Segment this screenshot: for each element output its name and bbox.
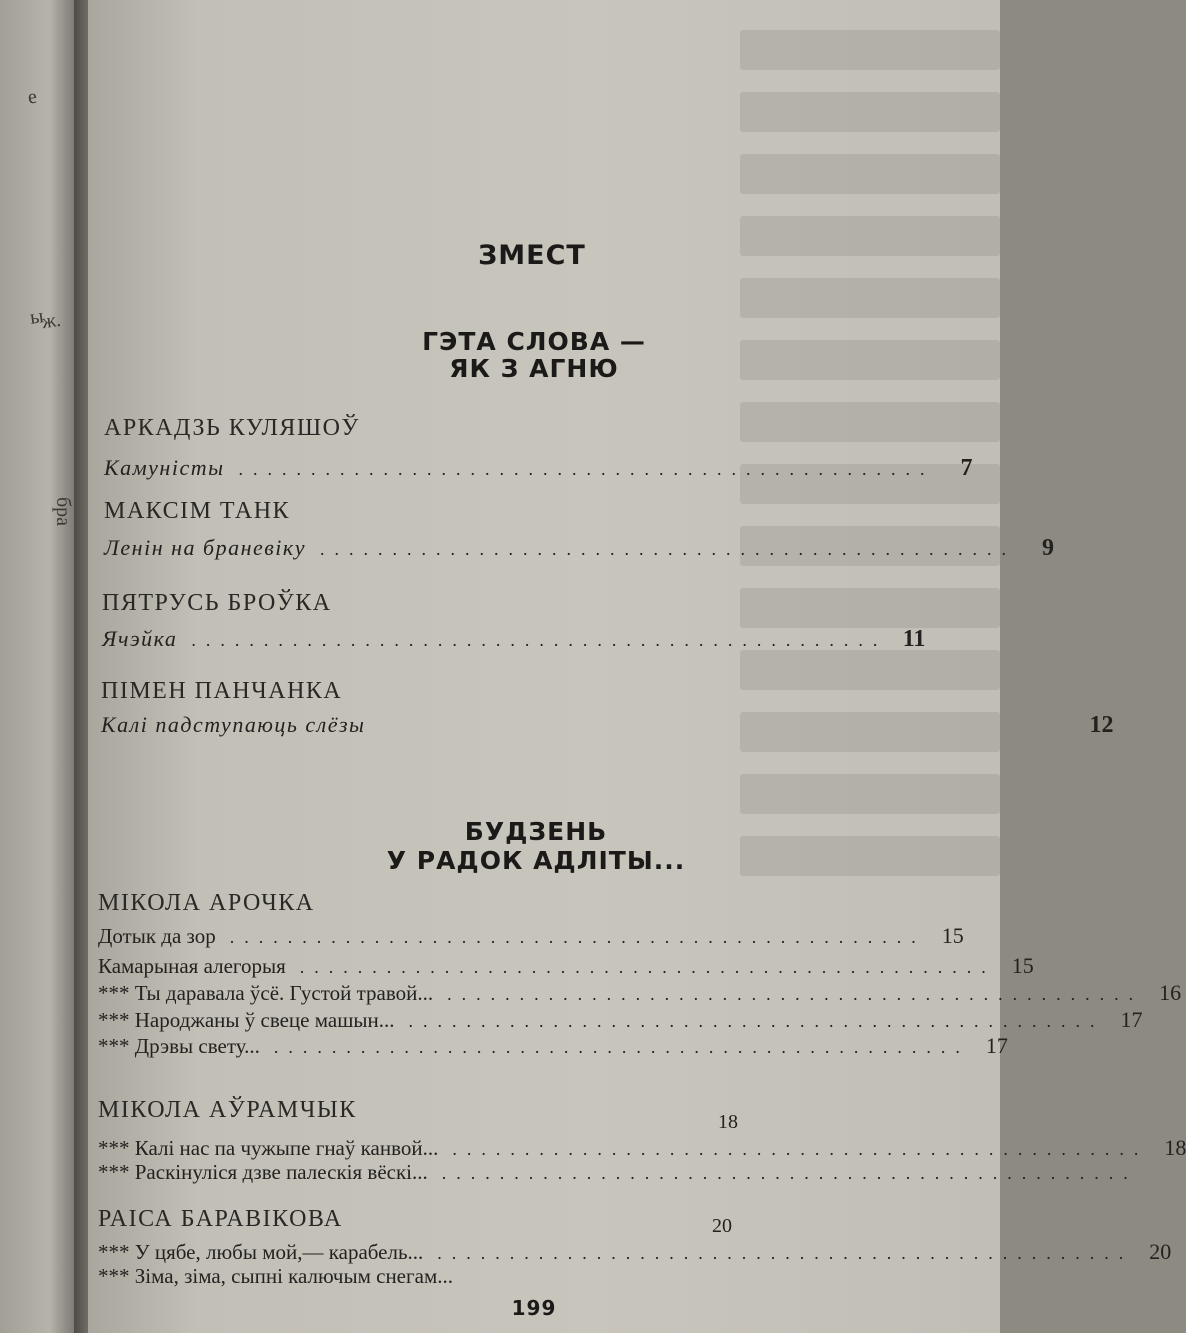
entry-page: 12 (1089, 712, 1114, 738)
section-heading-line: ГЭТА СЛОВА — (422, 327, 646, 356)
toc-entry[interactable] (98, 1135, 1186, 1161)
toc-entry[interactable] (101, 712, 1114, 739)
author-page: 20 (712, 1215, 732, 1237)
toc-entry[interactable] (98, 1160, 1138, 1185)
toc-entry[interactable] (102, 626, 926, 653)
entry-title: *** Дрэвы свету... (98, 1034, 260, 1058)
toc-entry[interactable] (98, 1033, 1008, 1059)
section-heading-line: БУДЗЕНЬ (464, 817, 608, 846)
author-name: АРКАДЗЬ КУЛЯШОЎ (104, 415, 360, 441)
dot-leader: ................................................ (437, 1243, 1134, 1263)
author-name: ПЯТРУСЬ БРОЎКА (102, 590, 332, 616)
entry-title: *** Раскінуліся дзве палескія вёскі... (98, 1160, 428, 1184)
dot-leader: ................................................ (299, 957, 996, 977)
facing-page-fragment: бра (52, 496, 75, 527)
entry-title: Ленін на браневіку (104, 535, 306, 560)
facing-page-fragment: е (26, 85, 39, 109)
facing-page-fragment: ы (28, 305, 45, 329)
entry-title: Калі падступаюць слёзы (101, 712, 366, 737)
entry-title: Ячэйка (102, 626, 178, 651)
toc-entry[interactable] (104, 535, 1054, 562)
dot-leader (453, 1267, 650, 1288)
author-name: МАКСІМ ТАНК (104, 498, 291, 524)
entry-title: Камарыная алегорыя (98, 954, 286, 978)
toc-entry[interactable] (98, 953, 1034, 979)
entry-page: 9 (1041, 535, 1054, 561)
entry-page: 16 (1159, 980, 1182, 1005)
toc-entry[interactable] (98, 1264, 688, 1289)
dot-leader: ................................................ (273, 1037, 970, 1057)
dot-leader (365, 716, 1075, 737)
entry-title: Дотык да зор (98, 924, 216, 948)
entry-page: 7 (960, 455, 973, 481)
facing-page-fragment: ж. (40, 308, 63, 334)
contents-heading: ЗМЕСТ (478, 240, 586, 271)
dot-leader: ................................................ (447, 984, 1144, 1004)
dot-leader: ................................................ (229, 927, 926, 947)
author-name: ПІМЕН ПАНЧАНКА (101, 678, 343, 704)
section-heading-line: ЯК З АГНЮ (449, 354, 619, 383)
entry-title: *** Зіма, зіма, сыпні калючым снегам... (98, 1264, 453, 1288)
page-number: 199 (511, 1296, 557, 1320)
section-heading-line: У РАДОК АДЛІТЫ... (386, 846, 686, 875)
entry-title: *** У цябе, любы мой,— карабель... (98, 1240, 424, 1264)
entry-title: *** Ты даравала ўсё. Густой травой... (98, 981, 434, 1005)
dot-leader: ................................................ (408, 1011, 1105, 1031)
entry-title: *** Народжаны ў свеце машын... (98, 1008, 395, 1032)
entry-page: 20 (1149, 1239, 1172, 1264)
entry-page: 17 (1120, 1007, 1143, 1032)
toc-entry[interactable] (98, 1007, 1143, 1033)
dot-leader: ................................................ (319, 539, 1016, 559)
author-name: МІКОЛА АЎРАМЧЫК (98, 1097, 357, 1123)
entry-page: 15 (1011, 953, 1034, 978)
toc-entry[interactable] (98, 980, 1182, 1006)
entry-page: 15 (941, 923, 964, 948)
dot-leader: ................................................ (238, 459, 935, 479)
author-name: РАІСА БАРАВІКОВА (98, 1206, 343, 1232)
entry-title: Камуністы (104, 455, 225, 480)
facing-page-edge (0, 0, 82, 1333)
toc-entry[interactable] (104, 455, 973, 482)
entry-title: *** Калі нас па чужыпе гнаў канвой... (98, 1136, 439, 1160)
entry-page: 18 (1164, 1135, 1186, 1160)
dot-leader: ................................................ (441, 1163, 1138, 1183)
dot-leader: ................................................ (452, 1139, 1149, 1159)
entry-page: 17 (985, 1033, 1008, 1058)
entry-page: 11 (902, 626, 926, 652)
dot-leader: ................................................ (191, 630, 888, 650)
contents-page (88, 0, 1186, 1333)
toc-entry[interactable] (98, 1239, 1172, 1265)
author-page: 18 (718, 1111, 738, 1133)
author-name: МІКОЛА АРОЧКА (98, 890, 315, 916)
toc-entry[interactable] (98, 923, 964, 949)
